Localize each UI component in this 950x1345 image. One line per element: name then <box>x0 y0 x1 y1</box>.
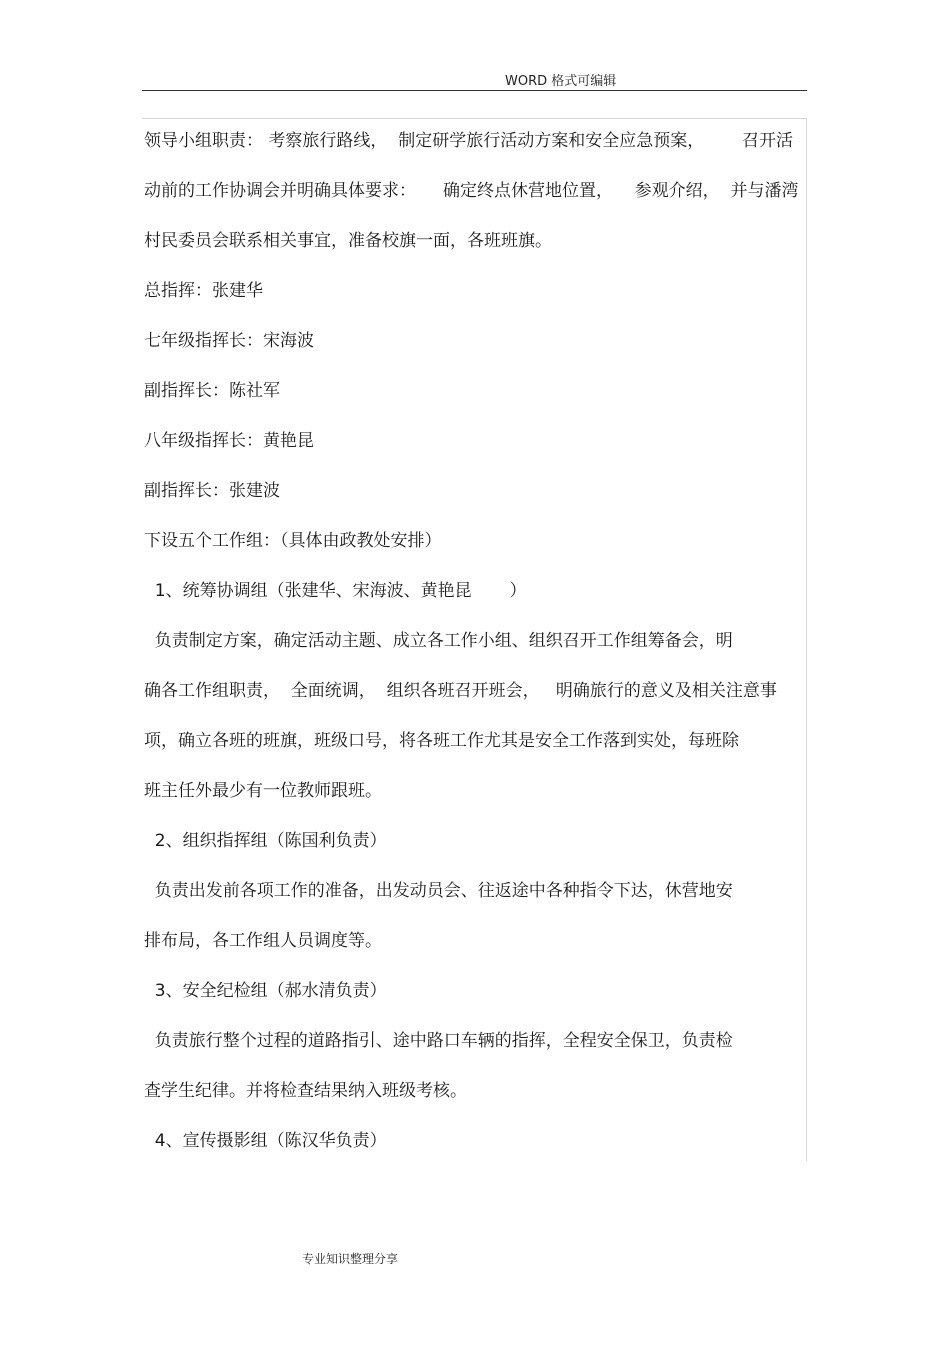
body-line: 动前的工作协调会并明确具体要求： 确定终点休营地位置， 参观介绍， 并与潘湾 <box>144 181 799 201</box>
section-heading: 3、安全纪检组（郝水清负责） <box>144 981 387 1001</box>
body-line: 负责制定方案，确定活动主题、成立各工作小组、组织召开工作组筹备会，明 <box>144 631 733 651</box>
section-heading: 4、宣传摄影组（陈汉华负责） <box>144 1131 387 1151</box>
header-divider <box>142 90 807 91</box>
body-line: 副指挥长：张建波 <box>144 481 280 501</box>
body-line: 副指挥长：陈社军 <box>144 381 280 401</box>
body-line: 负责出发前各项工作的准备，出发动员会、往返途中各种指令下达，休营地安 <box>144 881 733 901</box>
body-line: 下设五个工作组：（具体由政教处安排） <box>144 531 442 551</box>
section-heading: 2、组织指挥组（陈国利负责） <box>144 831 387 851</box>
body-line: 确各工作组职责， 全面统调， 组织各班召开班会， 明确旅行的意义及相关注意事 <box>144 681 777 701</box>
page-footer: 专业知识整理分享 <box>302 1252 399 1266</box>
section-heading: 1、统筹协调组（张建华、宋海波、黄艳昆 ） <box>144 581 527 601</box>
body-line: 领导小组职责： 考察旅行路线， 制定研学旅行活动方案和安全应急预案， 召开活 <box>144 131 794 151</box>
body-line: 班主任外最少有一位教师跟班。 <box>144 781 382 801</box>
body-line: 负责旅行整个过程的道路指引、途中路口车辆的指挥，全程安全保卫，负责检 <box>144 1031 733 1051</box>
body-line: 七年级指挥长：宋海波 <box>144 331 314 351</box>
body-line: 查学生纪律。并将检查结果纳入班级考核。 <box>144 1081 467 1101</box>
body-line: 村民委员会联系相关事宜，准备校旗一面，各班班旗。 <box>144 231 552 251</box>
header-title: WORD 格式可编辑 <box>505 74 617 89</box>
body-line: 总指挥：张建华 <box>144 281 263 301</box>
body-line: 项，确立各班的班旗，班级口号，将各班工作尤其是安全工作落到实处，每班除 <box>144 731 739 751</box>
page-header <box>0 68 950 90</box>
body-line: 八年级指挥长：黄艳昆 <box>144 431 314 451</box>
body-line: 排布局，各工作组人员调度等。 <box>144 931 382 951</box>
